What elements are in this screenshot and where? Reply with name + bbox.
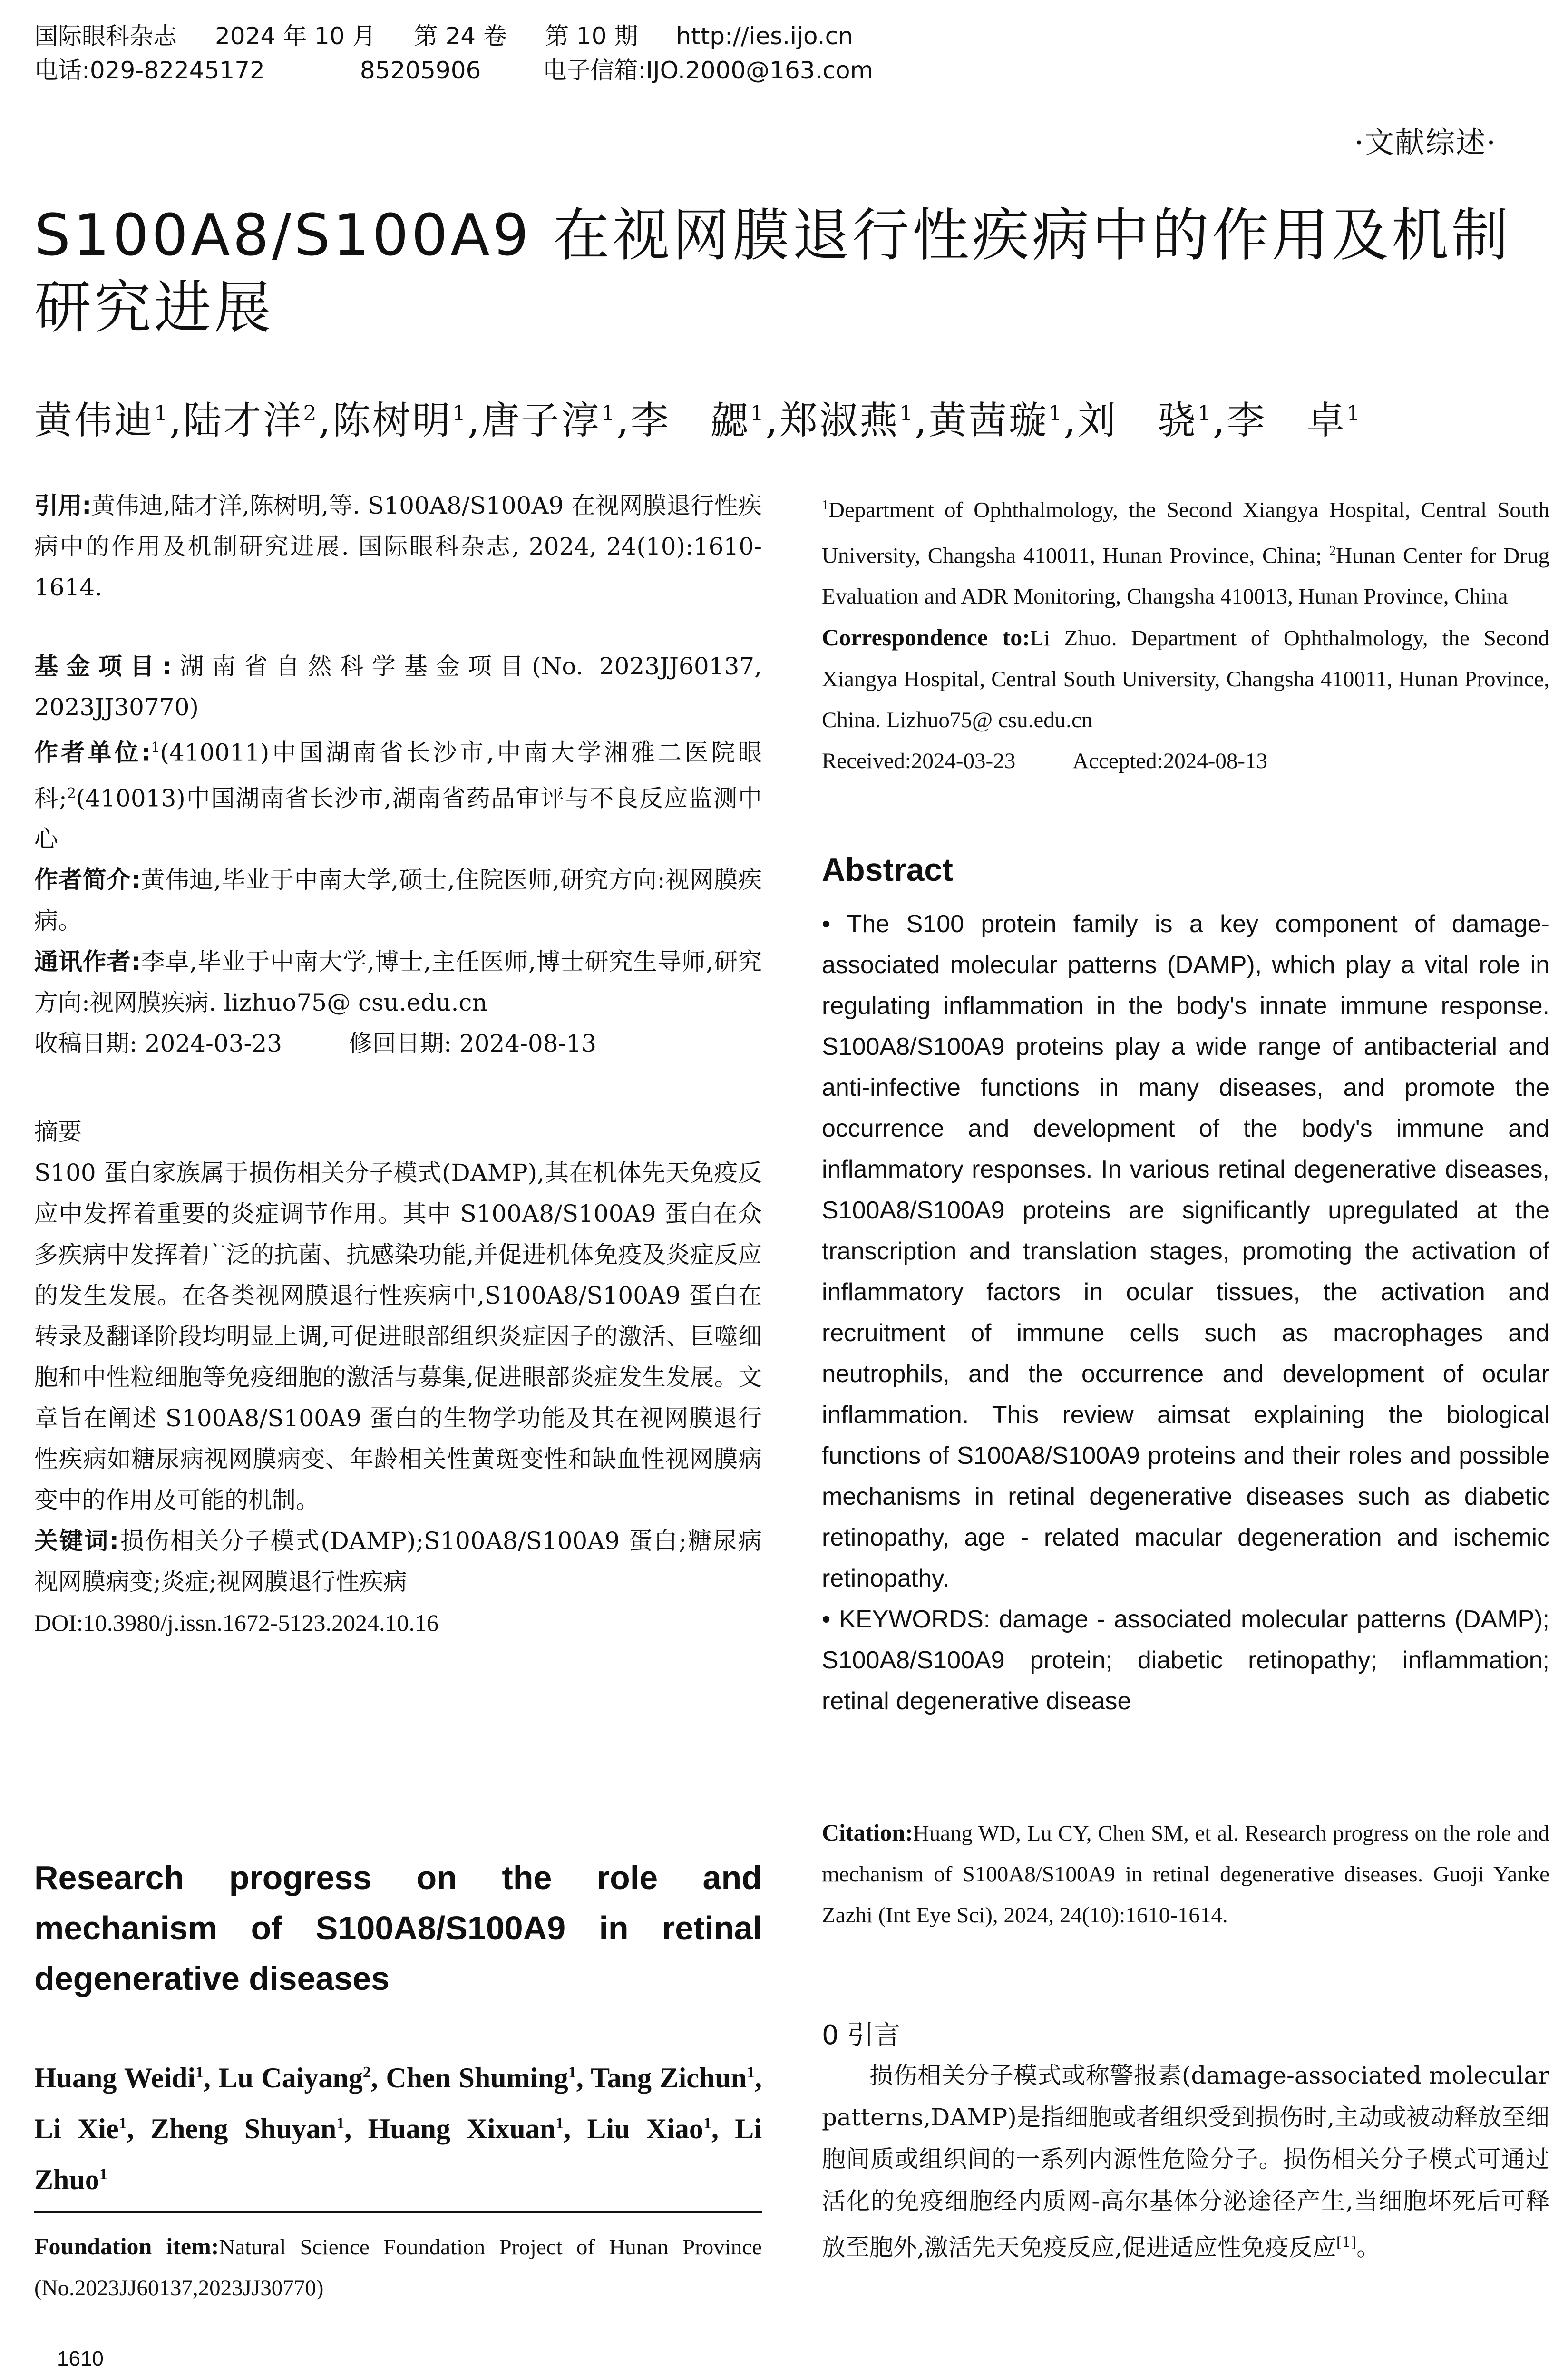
corr-text: 李卓,毕业于中南大学,博士,主任医师,博士研究生导师,研究方向:视网膜疾病. lizhuo75@ csu.edu.cn (34, 948, 762, 1017)
keywords-text: 损伤相关分子模式(DAMP);S100A8/S100A9 蛋白;糖尿病视网膜病变;炎症;视网膜退行性疾病 (34, 1527, 762, 1596)
section-heading-intro: 0 引言 (822, 2020, 901, 2051)
author-name: Liu Xiao (587, 2113, 703, 2144)
author-separator: , (127, 2113, 151, 2144)
author-name: 黄伟迪 (34, 398, 154, 443)
abstract-cn: S100 蛋白家族属于损伤相关分子模式(DAMP),其在机体先天免疫反应中发挥着重要的炎症调节作用。其中 S100A8/S100A9 蛋白在众多疾病中发挥着广泛的抗菌、抗感染功能,并促进机体免疫及炎症反应的发生发展。在各类视网膜退行性疾病中,S100A8/S100A9 蛋白在转录及翻译阶段均明显上调,可促进眼部组织炎症因子的激活、巨噬细胞和中性粒细胞等免疫细胞的激活与募集,促进眼部炎症发生发展。文章旨在阐述 S100A8/S100A9 蛋白的生物学功能及其在视网膜退行性疾病如糖尿病视网膜病变、年龄相关性黄斑变性和缺血性视网膜病变中的作用及可能的机制。 (34, 1159, 762, 1514)
author-separator: , (1063, 398, 1078, 443)
aff-sup: 2 (1329, 543, 1336, 558)
author-separator: , (467, 398, 482, 443)
unit-sup: 2 (67, 785, 76, 802)
foundation-text: Natural Science Foundation Project of Hunan Province (No.2023JJ60137,2023JJ30770) (34, 2235, 762, 2300)
author-name: 黄茜璇 (928, 398, 1049, 443)
author-name: 陈树明 (332, 398, 452, 443)
author-affiliation-sup: 1 (601, 401, 617, 426)
author-affiliation-sup: 1 (750, 401, 766, 426)
corr-label-en: Correspondence to: (822, 624, 1030, 651)
foundation-item (34, 2226, 762, 2309)
abstract-text-en: • The S100 protein family is a key component of damage-associated molecular patterns (DAMP), which play a vital role in regulating inflammation in the body's innate immune response. S100A8/S100A9 proteins play a wide range of antibacterial and anti-infective functions in many diseases, and promote the occurrence and development of the body's immune and inflammatory responses. In various retinal degenerative diseases, S100A8/S100A9 proteins are significantly upregulated at the transcription and translation stages, promoting the activation of inflammatory factors in ocular tissues, the activation and recruitment of immune cells such as macrophages and neutrophils, and the occurrence and development of ocular inflammation. This review aimsat explaining the biological functions of S100A8/S100A9 proteins and their roles and possible mechanisms in retinal degenerative diseases such as diabetic retinopathy, age - related macular degeneration and ischemic retinopathy. (822, 910, 1549, 1592)
fund-text: 湖南省自然科学基金项目(No. 2023JJ60137, 2023JJ30770) (34, 653, 762, 721)
author-affiliation-sup: 1 (452, 401, 467, 426)
author-name: 郑淑燕 (779, 398, 900, 443)
author-separator: , (765, 398, 780, 443)
author-list-en (34, 2050, 762, 2202)
accepted-en: Accepted:2024-08-13 (1072, 749, 1268, 774)
unit-label: 作者单位: (34, 739, 151, 767)
author-affiliation-sup: 1 (1198, 401, 1213, 426)
citation-label: 引用: (34, 492, 92, 519)
citation-text: 黄伟迪,陆才洋,陈树明,等. S100A8/S100A9 在视网膜退行性疾病中的作用及机制研究进展. 国际眼科杂志, 2024, 24(10):1610-1614. (34, 492, 762, 601)
author-name: 刘 骁 (1078, 398, 1198, 443)
phone2: 85205906 (360, 57, 481, 84)
author-name: Li Xie (34, 2113, 119, 2144)
journal-name: 国际眼科杂志 (34, 22, 177, 50)
email[interactable]: 电子信箱:IJO.2000@163.com (543, 57, 874, 84)
author-separator: , (318, 398, 332, 443)
author-affiliation-sup: 1 (195, 2064, 204, 2081)
citation-en (822, 1812, 1549, 1936)
revised-date: 修回日期: 2024-08-13 (349, 1030, 597, 1058)
dates-cn (34, 1023, 762, 1064)
volume: 第 24 卷 (414, 22, 507, 50)
issue: 第 10 期 (545, 22, 638, 50)
author-unit (34, 728, 762, 859)
abstract-heading-en: Abstract (822, 852, 953, 888)
fund-item (34, 646, 762, 728)
author-affiliation-sup: 1 (99, 2165, 107, 2183)
author-separator: , (370, 2062, 386, 2094)
keywords-en: • KEYWORDS: damage - associated molecular patterns (DAMP); S100A8/S100A9 protein; diabetic retinopathy; inflammation; retinal degenerative disease (822, 1606, 1549, 1715)
author-name: 唐子淳 (481, 398, 602, 443)
phone: 电话:029-82245172 (34, 57, 265, 84)
author-list-cn (34, 390, 1556, 445)
author-affiliation-sup: 2 (362, 2064, 371, 2081)
keywords-cn (34, 1520, 762, 1602)
author-bio (34, 859, 762, 941)
received-en: Received:2024-03-23 (822, 749, 1016, 774)
author-affiliation-sup: 1 (568, 2064, 576, 2081)
title-line-1: S100A8/S100A9 在视网膜退行性疾病中的作用及机制 (34, 203, 1511, 269)
corr-label: 通讯作者: (34, 948, 141, 976)
author-name: Huang Xixuan (368, 2113, 556, 2144)
aff-sup: 1 (822, 498, 828, 513)
abstract-en (822, 904, 1549, 1722)
left-column (34, 485, 762, 1643)
citation-label-en: Citation: (822, 1819, 913, 1846)
intro-paragraph (822, 2055, 1549, 2269)
unit-sup: 1 (151, 740, 160, 756)
author-separator: , (169, 398, 184, 443)
author-separator: , (1213, 398, 1227, 443)
footnote-divider (34, 2211, 762, 2213)
author-name: Li Zhuo (34, 2113, 762, 2195)
author-affiliation-sup: 1 (1346, 401, 1362, 426)
section-tag: ·文献综述· (1354, 125, 1497, 160)
received-date: 收稿日期: 2024-03-23 (34, 1030, 282, 1058)
issue-date: 2024 年 10 月 (215, 22, 376, 50)
abstract-heading-cn: 摘要 (34, 1118, 82, 1146)
author-name: Lu Caiyang (218, 2062, 363, 2094)
author-affiliation-sup: 1 (747, 2064, 755, 2081)
fund-label: 基金项目: (34, 653, 172, 680)
author-affiliation-sup: 1 (703, 2114, 711, 2132)
author-separator: , (576, 2062, 591, 2094)
author-affiliation-sup: 2 (303, 401, 319, 426)
author-separator: , (203, 2062, 219, 2094)
intro-text: 损伤相关分子模式或称警报素(damage-associated molecular patterns,DAMP)是指细胞或者组织受到损伤时,主动或被动释放至细胞间质或组织间的一系列内源性危险分子。损伤相关分子模式可通过活化的免疫细胞经内质网-高尔基体分泌途径产生,当细胞坏死后可释放至胞外,激活先天免疫反应,促进适应性免疫反应 (822, 2062, 1549, 2261)
author-name: Zheng Shuyan (150, 2113, 337, 2144)
title-line-2: 研究进展 (34, 275, 274, 341)
author-separator: , (755, 2062, 762, 2094)
affiliations-en (822, 485, 1549, 781)
keywords-label: 关键词: (34, 1527, 119, 1555)
bio-label: 作者简介: (34, 866, 141, 894)
aff-text: Hunan Center for Drug Evaluation and ADR Monitoring, Changsha 410013, Hunan Province, China (822, 543, 1550, 609)
bio-text: 黄伟迪,毕业于中南大学,硕士,住院医师,研究方向:视网膜疾病。 (34, 866, 762, 935)
journal-url[interactable]: http://ies.ijo.cn (676, 22, 853, 50)
dates-en (822, 740, 1549, 781)
author-name: 李 勰 (630, 398, 750, 443)
corresponding-author (34, 941, 762, 1023)
page-title (34, 200, 1547, 344)
unit-text: (410011)中国湖南省长沙市,中南大学湘雅二医院眼科; (34, 739, 762, 812)
author-affiliation-sup: 1 (118, 2114, 127, 2132)
author-affiliation-sup: 1 (555, 2114, 564, 2132)
author-name: Chen Shuming (386, 2062, 568, 2094)
citation-text-en: Huang WD, Lu CY, Chen SM, et al. Research progress on the role and mechanism of S100A8/S100A9 in retinal degenerative diseases. Guoji Yanke Zazhi (Int Eye Sci), 2024, 24(10):1610-1614. (822, 1821, 1549, 1928)
correspondence-en (822, 617, 1549, 740)
journal-header (34, 19, 1532, 88)
foundation-label: Foundation item: (34, 2233, 219, 2260)
author-name: Tang Zichun (591, 2062, 747, 2094)
author-separator: , (564, 2113, 587, 2144)
intro-end: 。 (1356, 2233, 1381, 2261)
reference-marker[interactable]: [1] (1336, 2234, 1357, 2251)
author-name: 陆才洋 (183, 398, 303, 443)
author-separator: , (616, 398, 631, 443)
author-name: Huang Weidi (34, 2062, 195, 2094)
english-title: Research progress on the role and mechanism of S100A8/S100A9 in retinal degenerative diseases (34, 1859, 762, 1997)
author-name: 李 卓 (1227, 398, 1347, 443)
author-affiliation-sup: 1 (1048, 401, 1064, 426)
citation-cn (34, 485, 762, 608)
author-affiliation-sup: 1 (154, 401, 169, 426)
author-separator: , (711, 2113, 735, 2144)
doi[interactable]: DOI:10.3980/j.issn.1672-5123.2024.10.16 (34, 1609, 438, 1637)
author-separator: , (915, 398, 929, 443)
affiliation (822, 485, 1549, 617)
author-affiliation-sup: 1 (899, 401, 915, 426)
corr-text-en: Li Zhuo. Department of Ophthalmology, the Second Xiangya Hospital, Central South University, Changsha 410011, Hunan Province, China. Lizhuo75@ csu.edu.cn (822, 626, 1549, 733)
page-number: 1610 (57, 2347, 104, 2370)
unit-text: (410013)中国湖南省长沙市,湖南省药品审评与不良反应监测中心 (34, 784, 762, 853)
author-affiliation-sup: 1 (336, 2114, 345, 2132)
author-separator: , (344, 2113, 368, 2144)
aff-text: Department of Ophthalmology, the Second Xiangya Hospital, Central South University, Changsha 410011, Hunan Province, China; (822, 497, 1549, 568)
